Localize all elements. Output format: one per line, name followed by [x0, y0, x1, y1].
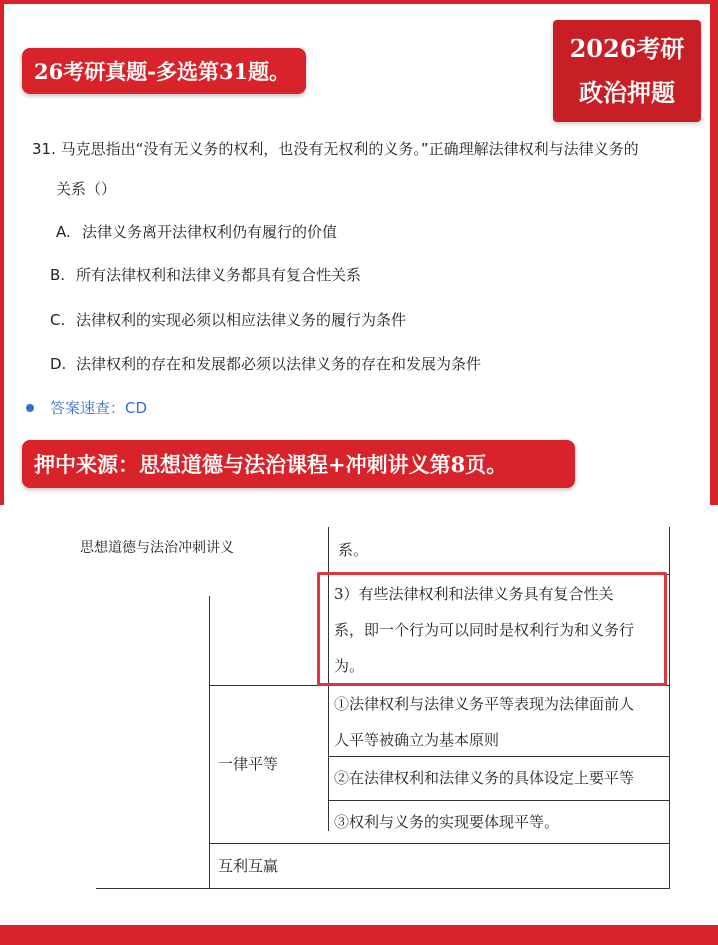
bullet-dot-icon [26, 404, 34, 412]
option-d-letter: D. [50, 355, 67, 373]
option-c-text: 法律权利的实现必须以相应法律义务的履行为条件 [76, 311, 407, 329]
cell-top-text: 系。 [338, 541, 369, 559]
table-line-bottom [96, 888, 670, 889]
equality-item-1-line-1: ①法律权利与法律义务平等表现为法律面前人 [334, 695, 635, 713]
red-frame-bottom [0, 925, 718, 945]
option-a-text: 法律义务离开法律权利仍有履行的价值 [82, 223, 338, 241]
option-c-letter: C. [50, 311, 66, 329]
option-a-letter: A. [56, 223, 71, 241]
handout-title: 思想道德与法治冲刺讲义 [80, 540, 234, 556]
question-stem-line-1: 31. 马克思指出“没有无义务的权利，也没有无权利的义务。”正确理解法律权利与法律义务的 [32, 140, 639, 158]
question-stem-line-2: 关系（） [56, 180, 117, 198]
question-source-banner-text: 26考研真题-多选第31题。 [34, 59, 291, 84]
table-line-left [209, 596, 210, 889]
answer-line [26, 397, 147, 418]
handout-source-banner-text: 押中来源：思想道德与法治课程+冲刺讲义第8页。 [34, 452, 508, 477]
highlight-box [317, 572, 667, 686]
equality-label: 一律平等 [218, 755, 279, 773]
equality-item-3: ③权利与义务的实现要体现平等。 [334, 813, 560, 831]
option-d-text: 法律权利的存在和发展都必须以法律义务的存在和发展为条件 [76, 355, 482, 373]
highlight-line-1: 3）有些法律权利和法律义务具有复合性关 [334, 585, 614, 603]
option-b [50, 264, 361, 285]
mutual-benefit-label: 互利互赢 [218, 857, 279, 875]
highlight-line-3: 为。 [334, 657, 365, 675]
badge-line-1: 2026考研 [569, 34, 685, 63]
question-source-banner [22, 48, 306, 94]
handout-source-banner [22, 440, 575, 488]
badge-line-2: 政治押题 [579, 78, 675, 107]
answer-text: 答案速查：CD [50, 399, 148, 417]
option-b-letter: B. [50, 266, 66, 284]
equality-item-1-line-2: 人平等被确立为基本原则 [334, 731, 500, 749]
table-line-h5 [209, 843, 669, 844]
red-frame-top [0, 0, 718, 4]
table-line-h4 [328, 800, 669, 801]
table-line-right [669, 527, 670, 889]
highlight-line-2: 系，即一个行为可以同时是权利行为和义务行 [334, 621, 635, 639]
option-a [56, 221, 337, 242]
prediction-badge [553, 20, 701, 122]
option-c [50, 309, 406, 330]
option-b-text: 所有法律权利和法律义务都具有复合性关系 [76, 266, 362, 284]
option-d [50, 353, 481, 374]
equality-item-2: ②在法律权利和法律义务的具体设定上要平等 [334, 769, 635, 787]
